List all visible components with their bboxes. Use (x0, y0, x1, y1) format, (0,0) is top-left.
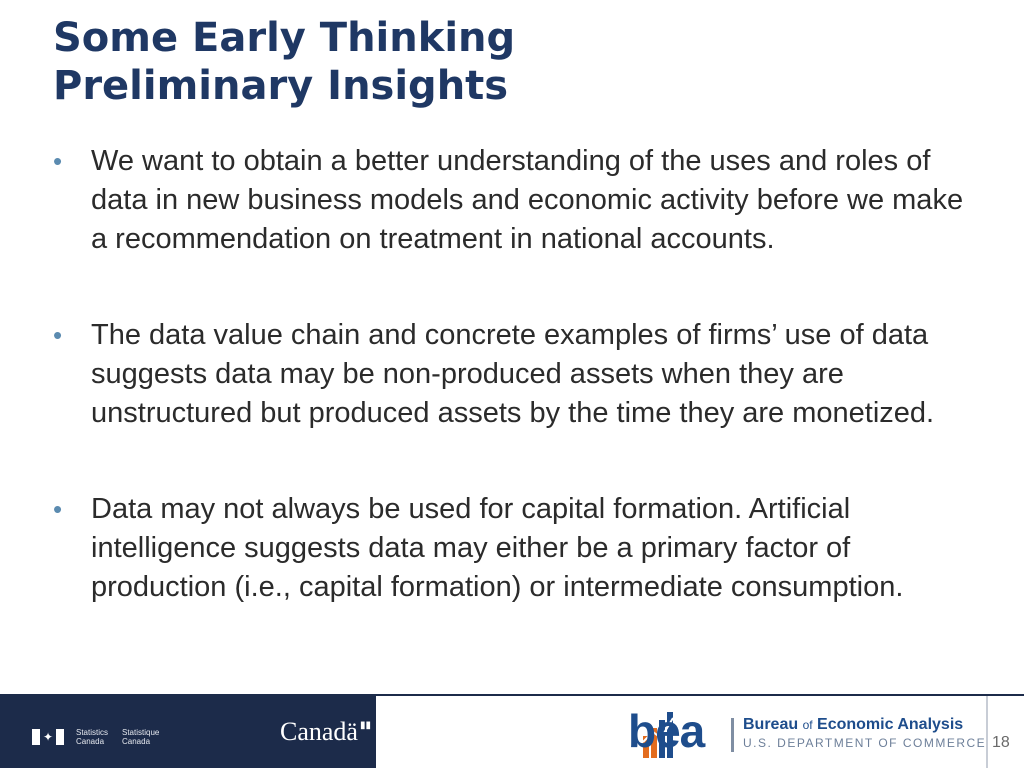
canada-flag-icon: ✦ (32, 729, 64, 745)
canada-wordmark-flag-icon: ▮▮ (360, 720, 372, 731)
footer-bar (0, 694, 1024, 768)
statcan-panel (0, 694, 376, 768)
bullet-icon: • (53, 494, 63, 524)
bullet-item (53, 316, 983, 433)
bullet-item (53, 142, 983, 259)
bullet-icon: • (53, 146, 63, 176)
bea-name-part-1: Bureau (743, 716, 803, 733)
bullet-icon: • (53, 320, 63, 350)
page-number: 18 (992, 734, 1010, 751)
bullet-list (53, 142, 983, 607)
bea-name (743, 716, 963, 734)
bullet-item (53, 490, 983, 607)
bea-name-of: of (802, 718, 813, 732)
bullet-text: Data may not always be used for capital formation. Artificial intelligence suggests data may either be a primary factor of production (i.e., capital formation) or intermediate consumption. (91, 493, 904, 603)
bullet-text: The data value chain and concrete examples of firms’ use of data suggests data may be non-produced assets when they are unstructured but produced assets by the time they are monetized. (91, 319, 935, 429)
statcan-french-label: Statistique Canada (122, 728, 160, 746)
canada-wordmark: Canadä (280, 717, 358, 746)
bea-department: U.S. DEPARTMENT OF COMMERCE (743, 736, 987, 750)
bullet-text: We want to obtain a better understanding of the uses and roles of data in new business models and economic activity before we make a recommendation on treatment in national accounts. (91, 145, 964, 255)
title-line-2: Preliminary Insights (53, 63, 509, 109)
slide-title (53, 14, 515, 110)
statcan-english-label: Statistics Canada (76, 728, 109, 746)
bea-name-part-2: Economic Analysis (812, 716, 964, 733)
title-line-1: Some Early Thinking (53, 15, 516, 61)
bea-logo-letters: bea (628, 705, 705, 757)
page-number-divider (986, 696, 988, 768)
bea-divider (731, 718, 734, 752)
